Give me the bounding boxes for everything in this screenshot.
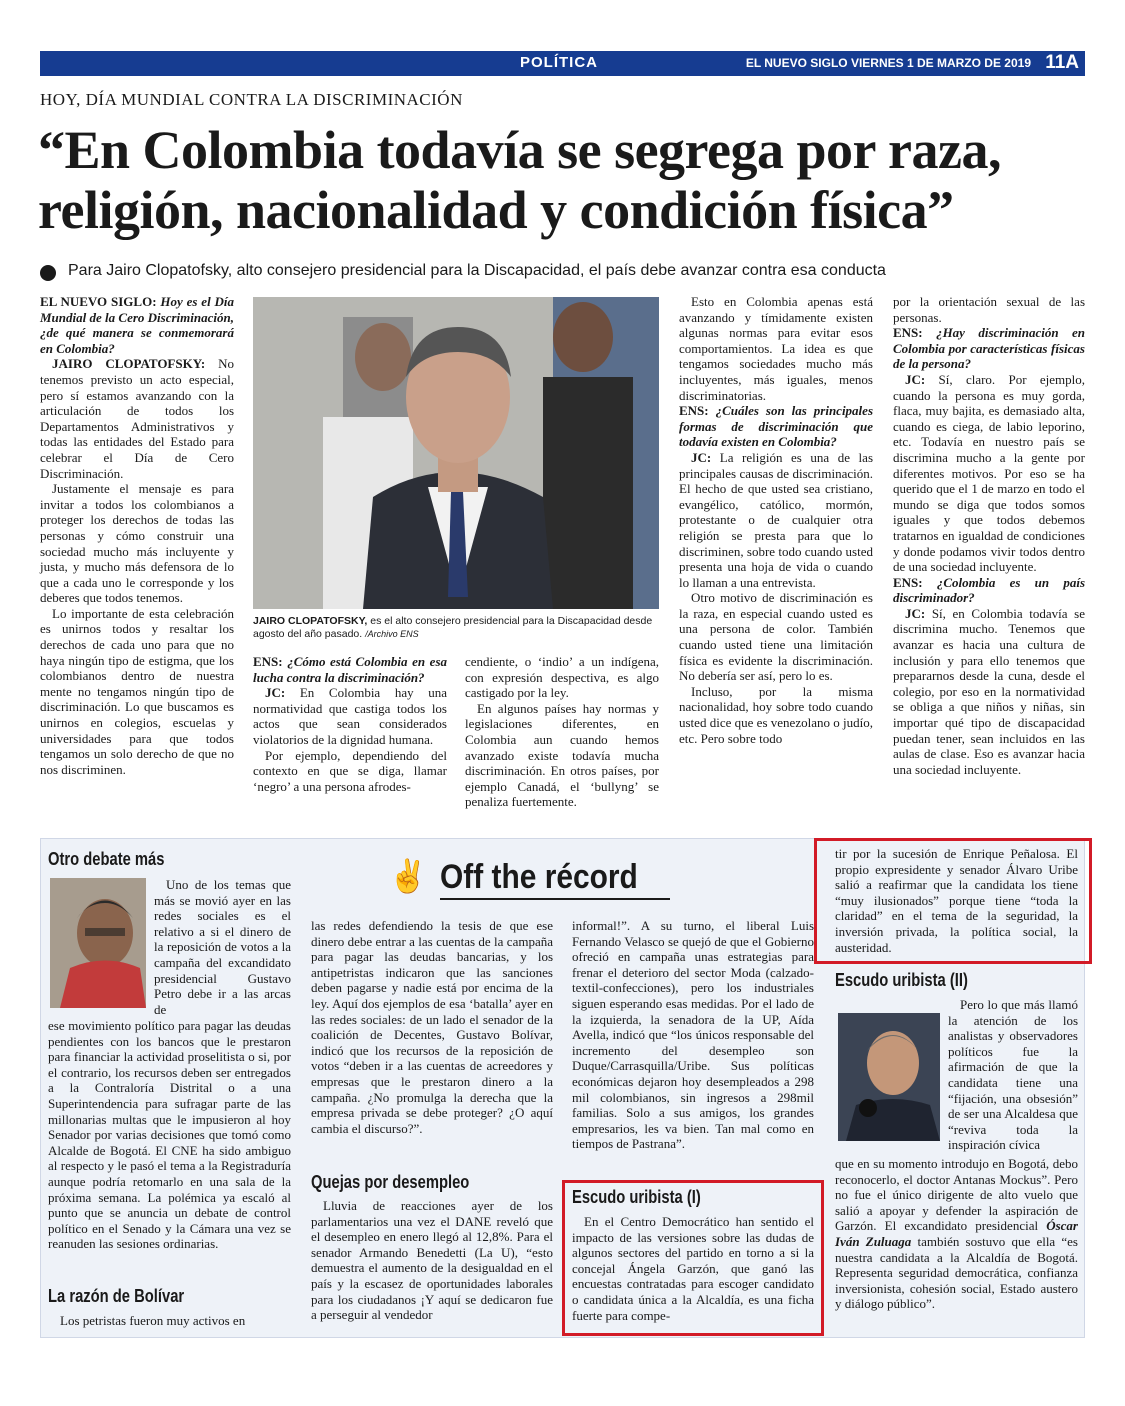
otro-debate-text-wide	[48, 1018, 291, 1252]
bullet-icon	[40, 265, 56, 281]
zuluaga-illustration	[838, 1013, 940, 1141]
section-title-escudo-2: Escudo uribista (II)	[835, 970, 968, 990]
paragraph: Esto en Colombia apenas está avanzando y tímidamente existen algunas normas para evitar esos comportamientos. La idea es que tengamos sociedades mucho más incluyentes, más iguales, menos discriminatorias.	[679, 294, 873, 403]
question-1: EL NUEVO SIGLO: Hoy es el Día Mundial de la Cero Discriminación, ¿de qué manera se conmemorará en Colombia?	[40, 294, 235, 356]
section-title-escudo-1: Escudo uribista (I)	[572, 1187, 701, 1207]
headline-line-2: religión, nacionalidad y condición física”	[38, 180, 954, 240]
petro-illustration	[50, 878, 146, 1008]
paragraph: que en su momento introdujo en Bogotá, debo reconocerlo, el doctor Antanas Mockus”. Pero no fue el único dirigente de alto vuelo que salió a apoyar y defender la aspiración de Garzón. El excandidato presidencial Óscar Iván Zuluaga también sostuvo que ella “es nuestra candidata a la Alcaldía de Bogotá. Representa seguridad democrática, confianza inversionista, cohesión social, Estado austero y diálogo público”.	[835, 1156, 1078, 1312]
quejas-text	[311, 1198, 553, 1323]
newspaper-date: EL NUEVO SIGLO VIERNES 1 DE MARZO DE 2019	[745, 56, 1031, 70]
paragraph: Uno de los temas que más se movió ayer en las redes sociales es el relativo a si el dinero de la reposición de votos a la campaña del excandidato presidencial Gustavo Petro debe ir a las arcas de	[154, 877, 291, 1017]
article-column-1	[40, 294, 234, 777]
section-label: POLÍTICA	[520, 54, 598, 71]
paragraph: Lluvia de reacciones ayer de los parlamentarios una vez el DANE reveló que el desempleo en enero llegó al 12,8%. Para el senador Armando Benedetti (La U), “esto demuestra el aumento de la desigualdad en el país y la escasez de oportunidades laborales para los ciudadanos ¡Y aquí se dedicaron fue a perseguir al vendedor	[311, 1198, 553, 1323]
quejas-continued	[572, 918, 814, 1152]
question: ENS: ¿Cómo está Colombia en esa lucha contra la discriminación?	[253, 654, 447, 685]
article-kicker: HOY, DÍA MUNDIAL CONTRA LA DISCRIMINACIÓN	[40, 90, 463, 109]
off-the-record-title: Off the récord	[440, 858, 638, 896]
paragraph: tir por la sucesión de Enrique Peñalosa. El propio expresidente y senador Álvaro Uribe salió a reafirmar que la candidata los tiene “muy ilusionados” porque tiene “toda la claridad” en el tema de la seguridad, la inversión privada, la política social, la austeridad.	[835, 846, 1078, 955]
section-title-quejas: Quejas por desempleo	[311, 1172, 470, 1192]
article-column-4	[679, 294, 873, 746]
escudo-2-text-wide	[835, 1156, 1078, 1312]
portrait-illustration	[253, 297, 659, 609]
victory-hand-icon: ✌	[388, 858, 428, 894]
question: ENS: ¿Colombia es un país discriminador?	[893, 574, 1086, 606]
otro-debate-text-narrow	[154, 877, 291, 1017]
question: ENS: ¿Hay discriminación en Colombia por características físicas de la persona?	[893, 325, 1085, 372]
section-title-razon-bolivar: La razón de Bolívar	[48, 1286, 185, 1306]
paragraph: Pero lo que más llamó la atención de los analistas y observadores políticos fue la afirmación de que la candidata tiene una “fijación, una obsesión” de ser una Alcaldesa que “reviva toda la inspiración cívica	[948, 997, 1078, 1153]
paragraph: las redes defendiendo la tesis de que ese dinero debe entrar a las cuentas de la campaña para pagar las deudas bancarias, y los antipetristas indicaron que las sanciones deben pagarse y nadie está por encima de la ley. Aquí dos ejemplos de esa ‘batalla’ ayer en las redes sociales: de un lado el senador de la coalición de Decentes, Gustavo Bolívar, indicó que los recursos de la reposición de votos “deben ir a las cuentas de acreedores y empresas que le prestaron dinero a la campaña. ¿No promulga la derecha que la empresa privada se debe proteger? ¿O aquí cambia el discurso?”.	[311, 918, 553, 1136]
escudo-2-text-narrow	[948, 997, 1078, 1153]
paragraph: Los petristas fueron muy activos en	[60, 1313, 246, 1328]
paragraph: Otro motivo de discriminación es la raza, en especial cuando usted es una persona de color. También cuando usted tiene una limitación física es evidente la discriminación. No debería ser así, pero lo es.	[679, 590, 873, 684]
escudo-1-continued	[835, 846, 1078, 955]
headline	[38, 120, 1098, 240]
paragraph: informal!”. A su turno, el liberal Luis Fernando Velasco se quejó de que el Gobierno ofreció en campaña unas estrategias para frenar el deterioro del sector Moda (calzado-textil-confecciones), pero los industriales siguen esperando esas medidas. Por el lado de la izquierda, la senadora de la UP, Aída Avella, indicó que “los únicos responsable del incremento del desempleo son Duque/Carrasquilla/Uribe. Sus políticas económicas dejaron hoy desempleados a 298 mil colombianos, sin ingresos a 298mil familias. Solo a sus amigos, los grandes empresarios, les va bien. Tan mal como en tiempos de Pastrana”.	[572, 918, 814, 1152]
answer: JC: Sí, en Colombia todavía se discrimina mucho. Tenemos que avanzar es hacia una cultura de inclusión y para ello tenemos que prepararnos desde la cuna, desde el colegio, por eso en la normatividad se obliga a que niños y niñas, sin importar qué tipo de discapacidad puedan tener, sean incluidos en las aulas de clase. Eso es avanzar hacia una sociedad incluyente.	[893, 605, 1085, 777]
answer: JC: En Colombia hay una normatividad que castiga todos los actos que sean considerados violatorios de la dignidad humana.	[253, 685, 448, 747]
subheadline: Para Jairo Clopatofsky, alto consejero presidencial para la Discapacidad, el país debe avanzar contra esa conducta	[68, 262, 886, 279]
paragraph: Incluso, por la misma nacionalidad, hoy sobre todo cuando usted dice que es venezolano o judío, etc. Pero sobre todo	[679, 683, 873, 746]
paragraph: Justamente el mensaje es para invitar a todos los colombianos a proteger los derechos de todas las personas y cómo construir una sociedad mucho más incluyente y justa, y mucho más defensora de lo que a cada uno le corresponde y los deberes que todos tenemos.	[40, 481, 234, 606]
paragraph: por la orientación sexual de las personas.	[893, 294, 1085, 325]
page-number: 11A	[1045, 52, 1079, 73]
question: ENS: ¿Cuáles son las principales formas de discriminación que todavía existen en Colombia?	[679, 403, 874, 450]
section-header-bar	[40, 51, 1085, 76]
section-title-otro-debate: Otro debate más	[48, 849, 165, 869]
paragraph: ese movimiento político para pagar las deudas pendientes con los bancos que le prestaron para financiar la actividad proselitista o si, por el contrario, los recursos deben ser entregados a la Contraloría Distrital o a una Superintendencia para sufragar parte de las millonarias multas que le impusieron al hoy Senador por varias decisiones que tomó como Alcalde de Bogotá. El CNE ha sido ambiguo al respecto y le pasó el tema a la Registraduría aunque podría retomarlo en una sala de la próxima semana. La polémica ya escaló al punto que se anuncia un debate de control político en el Senado y la Cámara una vez se reanuden las sesiones ordinarias.	[48, 1018, 291, 1252]
paragraph: En el Centro Democrático han sentido el impacto de las versiones sobre las dudas de algunos sectores del partido en torno a si la concejal Ángela Garzón, que ganó las encuestas contratadas para escoger candidato o candidata única a la Alcaldía, es una ficha fuerte para compe-	[572, 1214, 814, 1323]
photo-caption: JAIRO CLOPATOFSKY, es el alto consejero presidencial para la Discapacidad desde agosto del año pasado. /Archivo ENS	[253, 615, 653, 640]
petro-photo	[50, 878, 146, 1008]
answer-1: JAIRO CLOPATOFSKY: No tenemos previsto un acto especial, pero sí estamos avanzando con la articulación de todos los Departamentos Administrativos y todas las entidades del Estado para celebrar el Día de Cero Discriminación.	[40, 356, 235, 481]
paragraph: cendiente, o ‘indio’ a un indígena, con expresión despectiva, es algo castigado por la ley.	[465, 654, 659, 701]
razon-bolivar-text	[48, 1313, 291, 1329]
answer: JC: Sí, claro. Por ejemplo, cuando la persona es muy gorda, flaca, muy bajita, es demasiado alta, cuando es ciega, de labio leporino, etc. Todavía en nuestro país se discrimina mucho a la gente por diferentes motivos. Por eso se ha querido que el 1 de marzo en todo el mundo se diga que todos somos iguales y que todos debemos tratarnos en igualdad de condiciones y donde podamos vivir todos dentro de una sociedad incluyente.	[893, 371, 1086, 575]
razon-bolivar-continued	[311, 918, 553, 1136]
paragraph: Lo importante de esta celebración es unirnos todos y resaltar los derechos de cada uno para que no haya ningún tipo de estigma, que los colombianos dentro de nuestra mente no tengamos ningún tipo de discriminación. Lo que buscamos es unirnos en colegios, escuelas y universidades para que todos tengamos un solo derecho de que no nos discriminen.	[40, 605, 234, 777]
article-column-5	[893, 294, 1085, 777]
zuluaga-photo	[838, 1013, 940, 1141]
paragraph: Por ejemplo, dependiendo del contexto en que se diga, llamar ‘negro’ a una persona afrodes-	[253, 747, 447, 794]
article-column-2	[253, 654, 447, 794]
title-underline	[440, 898, 670, 900]
answer: JC: La religión es una de las principales causas de discriminación. El hecho de que usted sea cristiano, evangélico, católico, mormón, protestante o de cualquier otra religión se presta para que lo discriminen, sobre todo cuando usted presenta una hoja de vida o cuando lo llaman a una entrevista.	[679, 449, 873, 590]
portrait-photo	[253, 297, 659, 609]
paragraph: En algunos países hay normas y legislaciones diferentes, en Colombia aun cuando hemos avanzado existe todavía mucha discriminación. En otros países, por ejemplo Canadá, el ‘bullyng’ se penaliza fuertemente.	[465, 700, 659, 810]
escudo-1-text	[572, 1214, 814, 1323]
headline-line-1: “En Colombia todavía se segrega por raza,	[38, 120, 1001, 180]
article-column-3	[465, 654, 659, 810]
